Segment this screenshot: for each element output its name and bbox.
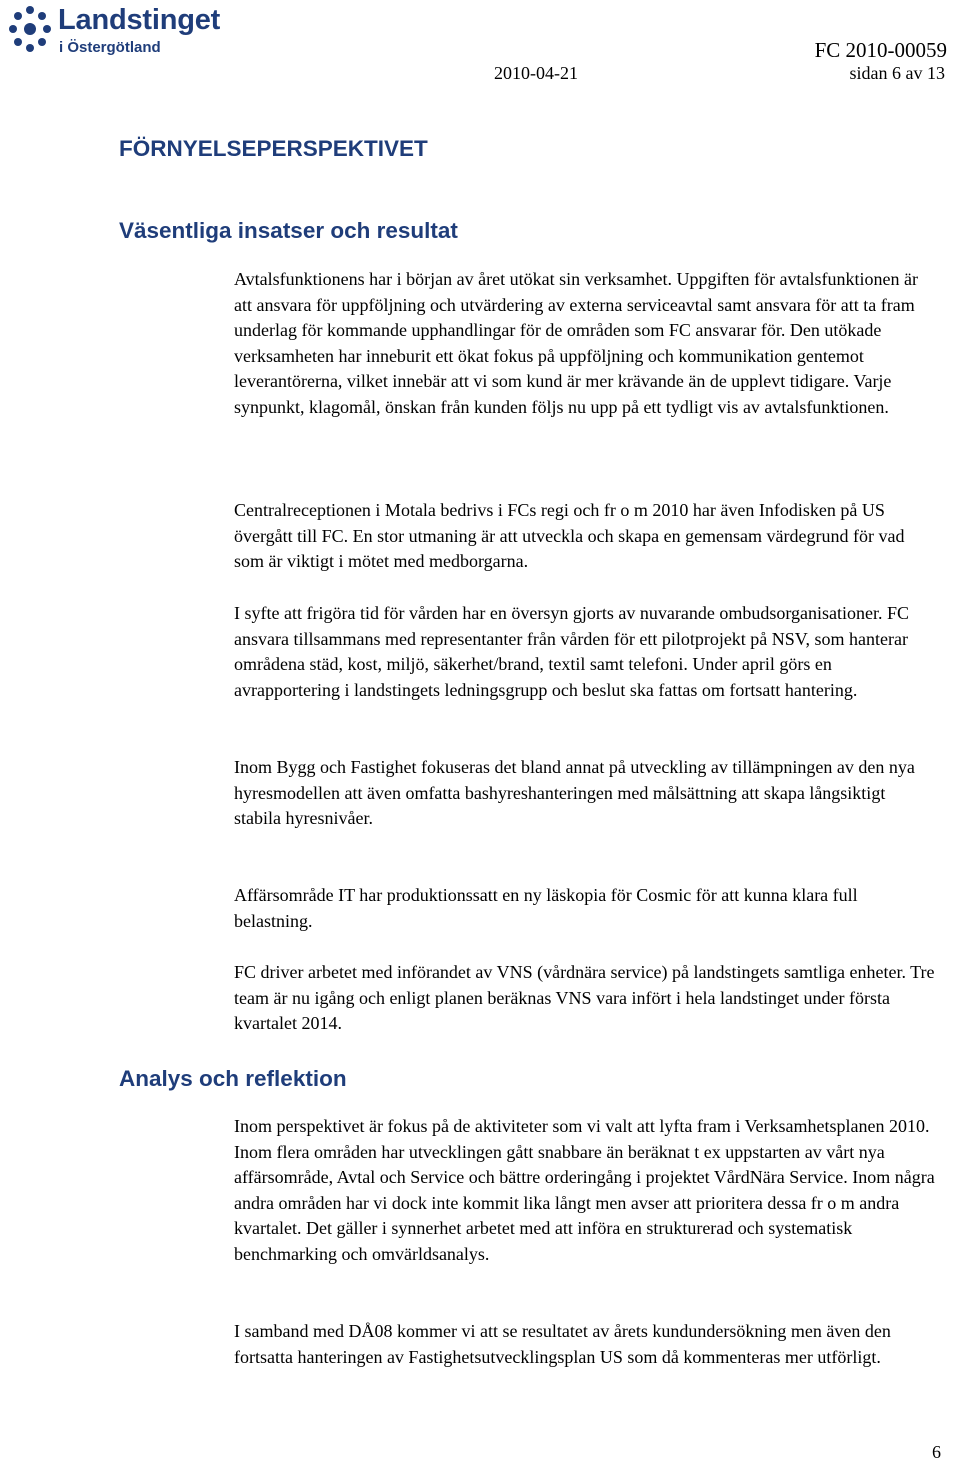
paragraph: Inom perspektivet är fokus på de aktiviteter som vi valt att lyfta fram i Verksamhetsplanen 2010. Inom flera områden har utvecklingen gått snabbare än beräknat t ex uppstarten av vårt nya affärsområde, Avtal och Service och bättre orderingång i projektet VårdNära Service. Inom några andra områden har vi dock inte kommit lika långt men avser att prioritera dessa fr o m andra kvartalet. Det gäller i synnerhet arbetet med att införa en strukturerad och systematisk benchmarking och omvärldsanalys. (234, 1116, 935, 1264)
paragraph: FC driver arbetet med införandet av VNS (vårdnära service) på landstingets samtliga enheter. Tre team är nu igång och enligt planen beräknas VNS vara infört i hela landstinget under första kvartalet 2014. (234, 962, 935, 1034)
page-number: 6 (932, 1442, 941, 1462)
logo-title: Landstinget (58, 4, 221, 36)
crown-emblem-icon (8, 4, 52, 54)
subsection-title-analys: Analys och reflektion (119, 1066, 347, 1091)
paragraph: I samband med DÅ08 kommer vi att se resultatet av årets kundundersökning men även den fortsatta hanteringen av Fastighetsutvecklingsplan US som då kommenteras mer utförligt. (234, 1321, 891, 1367)
landstinget-logo (8, 4, 248, 60)
document-date: 2010-04-21 (494, 63, 578, 83)
logo-subtitle: i Östergötland (59, 39, 161, 56)
subsection-title-insatser: Väsentliga insatser och resultat (119, 218, 458, 243)
paragraph: Avtalsfunktionens har i början av året utökat sin verksamhet. Uppgiften för avtalsfunktionen är att ansvara för uppföljning och utvärdering av externa serviceavtal samt ansvara för att ta fram underlag för kommande upphandlingar för de områden som FC ansvarar för. Den utökade verksamheten har inneburit ett ökat fokus på uppföljning och kommunikation gentemot leverantörerna, vilket innebär att vi som kund är mer krävande än de upplevt tidigare. Varje synpunkt, klagomål, önskan från kunden följs nu upp på ett tydligt vis av avtalsfunktionen. (234, 269, 918, 417)
paragraph: Inom Bygg och Fastighet fokuseras det bland annat på utveckling av tillämpningen av den nya hyresmodellen att även omfatta bashyreshanteringen med målsättning att skapa långsiktigt stabila hyresnivåer. (234, 757, 915, 829)
paragraph: Centralreceptionen i Motala bedrivs i FCs regi och fr o m 2010 har även Infodisken på US övergått till FC. En stor utmaning är att utveckla och skapa en gemensam värdegrund för vad som är viktigt i mötet med medborgarna. (234, 500, 905, 572)
section-title: FÖRNYELSEPERSPEKTIVET (119, 136, 428, 161)
paragraph: I syfte att frigöra tid för vården har en översyn gjorts av nuvarande ombudsorganisationer. FC ansvara tillsammans med representanter från vården för ett pilotprojekt på NSV, som hanterar områdena städ, kost, miljö, säkerhet/brand, textil samt telefoni. Under april görs en avrapportering i landstingets ledningsgrupp och beslut ska fattas om fortsatt hantering. (234, 603, 909, 700)
document-id: FC 2010-00059 (814, 38, 947, 62)
page-indicator: sidan 6 av 13 (849, 63, 945, 83)
paragraph: Affärsområde IT har produktionssatt en ny läskopia för Cosmic för att kunna klara full belastning. (234, 885, 858, 931)
